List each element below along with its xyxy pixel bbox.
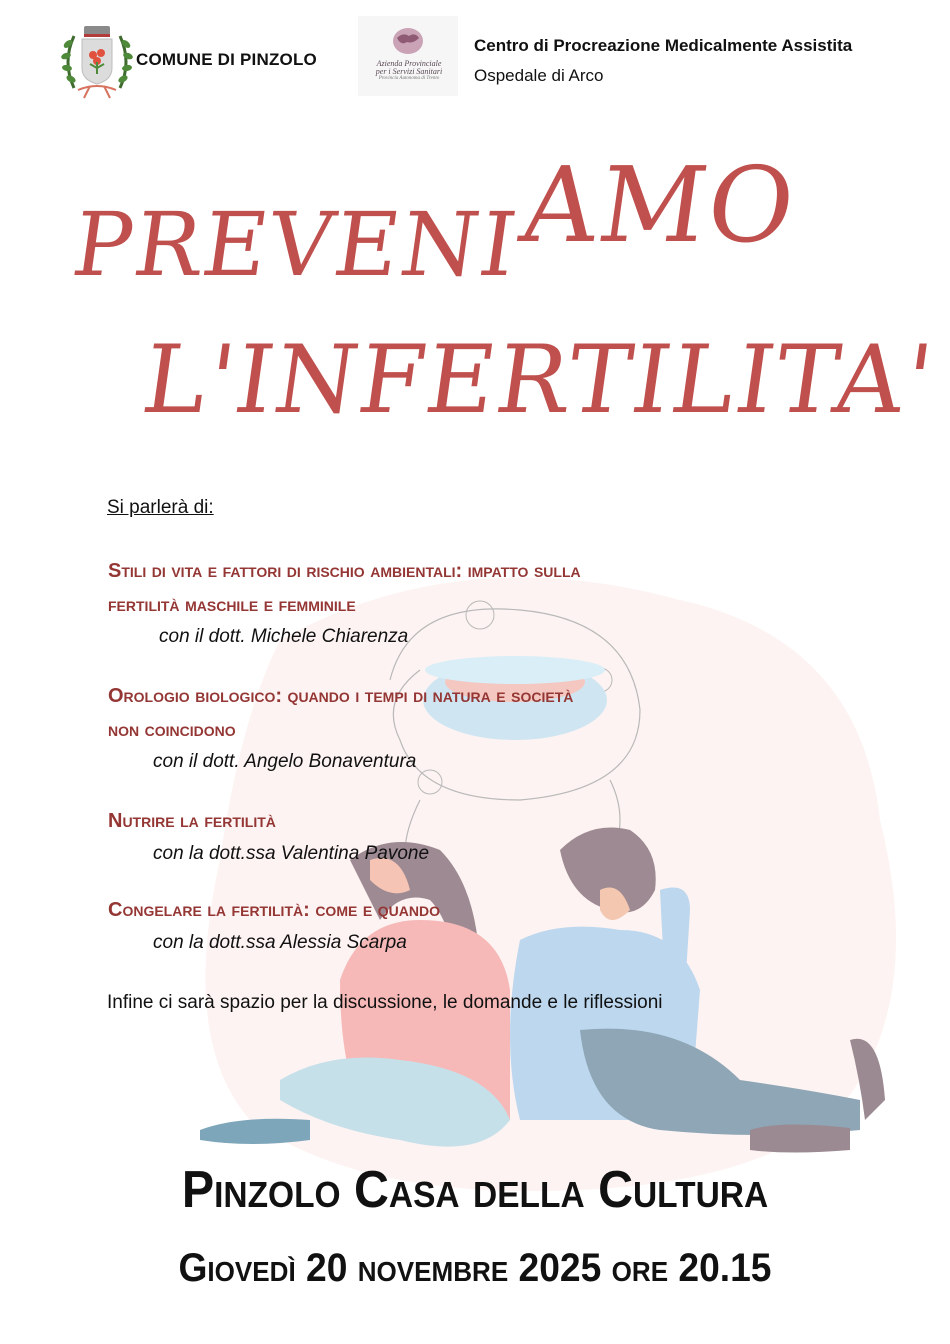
topic-speaker: con il dott. Michele Chiarenza [159,626,409,647]
topic-speaker: con il dott. Angelo Bonaventura [153,751,417,772]
venue: Pinzolo Casa della Cultura [181,1161,769,1219]
topic-2 [108,679,573,777]
topic-title: Orologio biologico: quando i tempi di natura e società [108,685,574,707]
topic-title: Nutrire la fertilità [108,810,276,832]
topic-title: Stili di vita e fattori di rischio ambientali: impatto sulla [108,560,581,582]
comune-crest-logo [60,22,134,100]
topic-3 [108,804,429,870]
headline-suffix: AMO [514,144,805,266]
centro-title: Centro di Procreazione Medicalmente Assistita [474,36,853,55]
topic-title: Congelare la fertilità: come e quando [108,899,440,921]
apss-line1: Azienda Provinciale [376,59,442,68]
closing-note: Infine ci sarà spazio per la discussione, le domande e le riflessioni [107,992,663,1013]
apss-line2: per i Servizi Sanitari [375,67,443,76]
comune-label: COMUNE DI PINZOLO [136,50,317,69]
topic-speaker: con la dott.ssa Valentina Pavone [153,843,430,864]
topic-1 [108,554,581,652]
couple-illustration [160,560,950,1200]
program-intro: Si parlerà di: [107,497,214,518]
topic-title: non coincidono [108,719,236,741]
topic-speaker: con la dott.ssa Alessia Scarpa [153,932,407,953]
centro-subtitle: Ospedale di Arco [474,66,604,85]
headline-line-1 [66,144,805,300]
apss-logo [358,16,458,96]
globe-icon [391,26,425,56]
headline-prefix: PREVENI [66,193,525,296]
headline-line-2: L'INFERTILITA' [136,326,941,435]
apss-line3: Provincia Autonoma di Trento [378,76,440,81]
event-date: Giovedì 20 novembre 2025 ore 20.15 [178,1246,772,1290]
topic-title: fertilità maschile e femminile [108,594,356,616]
topic-4 [108,893,440,959]
